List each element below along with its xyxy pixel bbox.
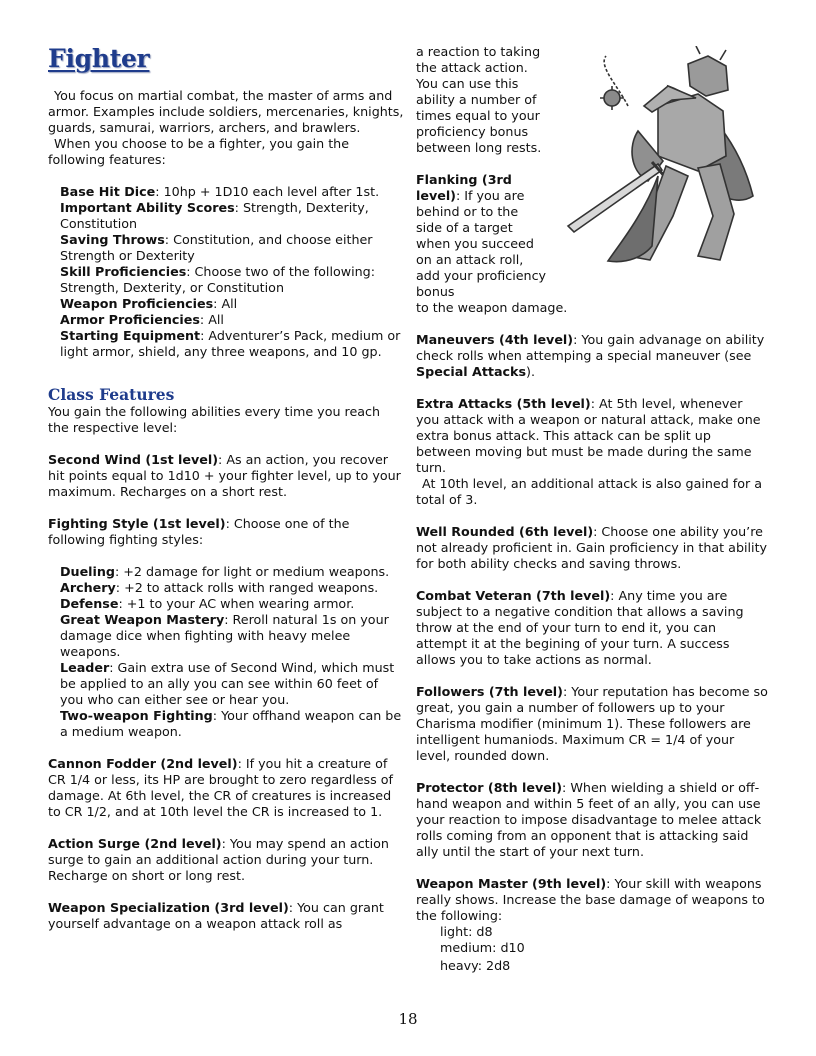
fighting-style: Fighting Style (1st level): Choose one of the following fighting styles: [48, 516, 350, 547]
page-title: Fighter [48, 44, 150, 73]
extra-attacks-level-10: At 10th level, an additional attack is also gained for a total of 3. [416, 476, 763, 507]
basic-features-list [48, 184, 404, 360]
extra-attacks: Extra Attacks (5th level): At 5th level, whenever you attack with a weapon or natural attack, make one extra bonus attack. This attack can be split up between moving but must be made during the same turn. [416, 396, 761, 475]
feature-skill-proficiencies: Skill Proficiencies: Choose two of the following: Strength, Dexterity, or Constitution [60, 264, 376, 295]
damage-light: light: d8 [440, 924, 493, 939]
second-wind: Second Wind (1st level): As an action, you recover hit points equal to 1d10 + your fighter level, up to your maximum. Recharges on a short rest. [48, 452, 401, 499]
protector: Protector (8th level): When wielding a shield or off-hand weapon and within 5 feet of an ally, you can use your reaction to impose disadvantage to melee attack rolls coming from an opponent that is attacking said ally until the start of your next turn. [416, 780, 762, 859]
flanking: Flanking (3rd level): If you are behind or to the side of a target when you succeed on an attack roll, add your proficiency bonus to the weapon damage. [416, 172, 568, 315]
fighter-illustration [548, 46, 766, 270]
cannon-fodder: Cannon Fodder (2nd level): If you hit a creature of CR 1/4 or less, its HP are brought to zero regardless of damage. At 6th level, the CR of creatures is increased to CR 1/2, and at 10th level the CR is increased to 1. [48, 756, 394, 819]
weapon-master: Weapon Master (9th level): Your skill with weapons really shows. Increase the base damage of weapons to the following: [416, 876, 765, 923]
fighting-styles-list [48, 564, 404, 740]
style-defense: Defense: +1 to your AC when wearing armor. [60, 596, 355, 611]
feature-starting-equipment: Starting Equipment: Adventurer’s Pack, medium or light armor, shield, any three weapons, and 10 gp. [60, 328, 401, 359]
style-dueling: Dueling: +2 damage for light or medium weapons. [60, 564, 390, 579]
feature-saving-throws: Saving Throws: Constitution, and choose either Strength or Dexterity [60, 232, 373, 263]
class-features-heading: Class Features [48, 385, 175, 404]
intro-paragraph-2: When you choose to be a fighter, you gain the following features: [48, 136, 350, 167]
weapon-damage-list [416, 924, 768, 974]
maneuvers: Maneuvers (4th level): You gain advanage on ability check rolls when attemping a special maneuver (see Special Attacks). [416, 332, 765, 379]
weapon-specialization: Weapon Specialization (3rd level): You can grant yourself advantage on a weapon attack roll as [48, 900, 384, 931]
weapon-specialization-continued: a reaction to taking the attack action. You can use this ability a number of times equal to your proficiency bonus between long rests. [416, 44, 542, 155]
special-attacks-reference: Special Attacks [416, 364, 527, 379]
action-surge: Action Surge (2nd level): You may spend an action surge to gain an additional action during your turn. Recharge on short or long rest. [48, 836, 389, 883]
page-number: 18 [398, 1010, 418, 1028]
followers: Followers (7th level): Your reputation has become so great, you gain a number of followers up to your Charisma modifier (minimum 1). These followers are intelligent humaniods. Maximum CR = 1/4 of your level, rounded down. [416, 684, 768, 763]
damage-heavy: heavy: 2d8 [440, 958, 511, 973]
style-two-weapon-fighting: Two-weapon Fighting: Your offhand weapon can be a medium weapon. [60, 708, 402, 739]
well-rounded: Well Rounded (6th level): Choose one ability you’re not already proficient in. Gain proficiency in that ability for both ability checks and saving throws. [416, 524, 768, 571]
intro-paragraph: You focus on martial combat, the master of arms and armor. Examples include soldiers, mercenaries, knights, guards, samurai, warriors, archers, and brawlers. [48, 88, 404, 135]
style-archery: Archery: +2 to attack rolls with ranged weapons. [60, 580, 379, 595]
feature-ability-scores: Important Ability Scores: Strength, Dexterity, Constitution [60, 200, 369, 231]
feature-weapon-proficiencies: Weapon Proficiencies: All [60, 296, 238, 311]
feature-base-hit-dice: Base Hit Dice: 10hp + 1D10 each level after 1st. [60, 184, 380, 199]
class-features-intro: You gain the following abilities every time you reach the respective level: [48, 404, 381, 435]
damage-medium: medium: d10 [440, 940, 525, 955]
combat-veteran: Combat Veteran (7th level): Any time you are subject to a negative condition that allows a saving throw at the end of your turn to end it, you can attempt it at the begining of your turn. A success allows you to take actions as normal. [416, 588, 744, 667]
style-great-weapon-mastery: Great Weapon Mastery: Reroll natural 1s on your damage dice when fighting with heavy melee weapons. [60, 612, 389, 659]
feature-armor-proficiencies: Armor Proficiencies: All [60, 312, 224, 327]
left-column [48, 44, 404, 932]
style-leader: Leader: Gain extra use of Second Wind, which must be applied to an ally you can see within 60 feet of you who can either see or hear you. [60, 660, 395, 707]
